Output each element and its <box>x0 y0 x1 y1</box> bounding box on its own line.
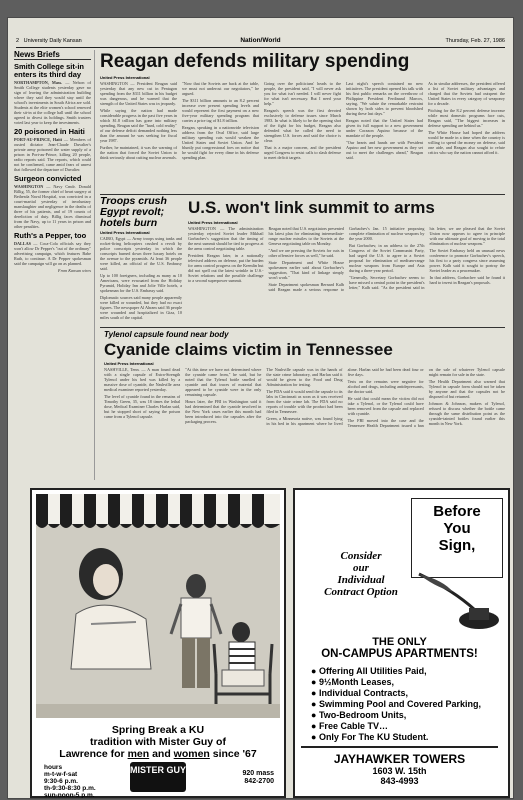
section-name: Nation/World <box>240 37 281 44</box>
fashion-photo <box>36 494 280 718</box>
news-briefs-title: News Briefs <box>14 50 91 60</box>
brief-headline: Surgeon convicted <box>14 174 82 183</box>
paragraph: Last night's speech contained no new initiatives. The president opened his talk with his first public remarks on the overthrow of Philippine President Ferdinand Marcos, saying, "We salute the remarkable restraint shown by both sides to prevent bloodshed during these last days." <box>346 81 423 116</box>
paragraph: Pitching for the 8.2 percent defense increase while most domestic programs face cuts, Reagan said, "The biggest increases in defense spending are behind us." <box>428 108 505 128</box>
paragraph: WASHINGTON — President Reagan said yesterday that any new cut in Pentagon spending from the $311 billion in his budget was dangerous, and he warned that the strength of the United States was in jeopardy. <box>100 81 177 106</box>
story1-body <box>100 81 505 191</box>
story1-credit: United Press International <box>100 75 150 80</box>
brief-headline: 20 poisoned in Haiti <box>14 127 85 136</box>
newspaper-page <box>8 18 513 798</box>
paragraph: Tests on the remains were negative for alcohol and drugs, including antidepressants, the doctor said. <box>347 379 424 394</box>
story2-headline: U.S. won't link summit to arms <box>188 198 435 217</box>
paper-name: University Daily Kansan <box>23 38 82 44</box>
brief-body: — Nelson of Smith College students yesterday gave no sign of leaving the administration building where they said they would stay until the school's investments in South Africa are sold. Students at the elite women's school renewed their sit-in at the college hall until the school agreed to divest its holdings. Smith trustees voted last year to keep the investments. <box>14 80 91 125</box>
complex-phone: 843-4993 <box>380 776 419 786</box>
story3-credit: United Press International <box>104 361 154 366</box>
list-item: ● Free Cable TV… <box>311 721 388 731</box>
paragraph: The White House had hoped the address would be made in a time when the country is willing to spend the money on defense, said one aide, and Reagan also sought to refute critics who say the nation cannot afford it. <box>428 130 505 155</box>
men-word: men <box>127 748 150 760</box>
story2-body <box>188 226 505 324</box>
jayhawker-towers-ad <box>293 488 510 798</box>
brief-dateline: NORTHAMPTON, Mass. <box>14 80 63 85</box>
paragraph: But Gorbachev, in an address to the 27th Congress of the Soviet Communist Party, had urged the U.S. to agree to a Soviet proposal for elimination of medium-range nuclear weapons from Europe and Asia during a three-year period. <box>349 243 425 273</box>
quill-inkwell-icon <box>413 570 505 632</box>
list-item: ● Individual Contracts, <box>311 688 408 698</box>
paragraph: The Nashville capsule was in the hands of the state crime laboratory, and Harlan said it would be given to the Food and Drug Administration for testing. <box>266 367 343 387</box>
consider-line: Consider <box>340 550 382 562</box>
ad-headline-segment: and <box>149 748 174 760</box>
paragraph: As in similar addresses, the president offered a list of Soviet military advantages and charged that the Soviets had outspent the United States in every category of weaponry for a decade. <box>428 81 505 106</box>
consider-line: Individual <box>337 574 385 586</box>
paragraph: Further, he maintained, it was the warning of the nation that forced the Soviet Union to think seriously about cutting nuclear arsenals. <box>100 145 177 160</box>
brief-headline: Ruth's a Pepper, too <box>14 231 87 240</box>
brief <box>14 128 91 172</box>
paragraph: Reagan noted that the United States had given its full support to a new government under Corazon Aquino because of the mandate of the people. <box>346 118 423 138</box>
hours-line: m-t-w-f-sat <box>44 771 78 778</box>
paragraph: Reagan noted that U.S. negotiators presented his latest plan for eliminating intermediate-range nuclear missiles to the Soviets at the Geneva negotiating table on Monday. <box>268 226 344 246</box>
mister-guy-ad <box>30 488 286 798</box>
complex-address: 1603 W. 15th <box>372 766 427 776</box>
brief-dateline: PORT-AU-PRINCE, Haiti <box>14 137 62 142</box>
egypt-story <box>100 196 182 326</box>
consider-line: our <box>353 562 369 574</box>
paragraph: "Generally, Secretary Gorbachev seems to have missed a central point in the president's letter," Kalb said. "As the president said in his letter, we are pleased that the Soviet Union now appears to agree in principle with our ultimate goal of moving to the total elimination of nuclear weapons." <box>349 226 505 290</box>
ad-headline <box>36 724 280 760</box>
paragraph: State Department and White House spokesmen earlier said about Gorbachev's suggestion, "That kind of linkage simply won't work." <box>268 260 344 280</box>
paragraph: Up to 100 foreigners, including as many as 10 Americans, were evacuated from the Holiday Pyramid, Holiday Inn and Jolie Ville hotels, a spokesman for the U.S. Embassy said. <box>100 273 182 293</box>
paragraph: In that address, Gorbachev said he found it hard to invest in Reagan's proposals. <box>429 275 505 285</box>
brief <box>14 175 91 229</box>
list-item: ● Offering All Utilities Paid, <box>311 666 427 676</box>
paragraph: "And we are pressing the Soviets for cuts in other offensive forces as well," he said. <box>268 248 344 258</box>
brief-body: — Navy Cmdr. Donald Billig, 55, the former chief of heart surgery at Bethesda Naval Hospital, was convicted in a court-martial yesterday of involuntary manslaughter and negligence in the deaths of three of his patients, and of 19 counts of dereliction of duty. Billig faces dismissal from the Navy, up to 11 years in prison and other penalties. <box>14 184 91 229</box>
list-item: ● Only For The KU Student. <box>311 732 429 742</box>
hours-line: sun-noon-5 p.m. <box>44 792 95 798</box>
ad-footer <box>301 746 498 792</box>
paragraph: Diplomatic sources said many people apparently were killed or wounded, but they had no exact figures. The newspaper Al Ahram said 36 people were wounded and hospitalized in Giza, 10 miles south of the capital. <box>100 295 182 320</box>
teaser-line: Before <box>433 503 481 520</box>
paragraph: The level of cyanide found in the remains of Timothy Green, 35, was 18 times the lethal dose, Medical Examiner Charles Harlan said, but he stopped short of saying the poison came from a Tylenol capsule. <box>104 394 181 419</box>
store-address <box>242 770 274 786</box>
paragraph: The FDA said it would send the capsule to its labs in Cincinnati as soon as it was received from the state crime lab. The FDA said no reports of trouble with the product had been filed in Tennessee. <box>266 389 343 414</box>
paragraph: Green, a Minnesota native, was found lying in his bed in his apartment where he lived alone. Harlan said he had been dead four or five days. <box>266 367 424 426</box>
hours-line: th-9:30-8:30 p.m. <box>44 785 96 792</box>
paragraph: The FBI moved into the case and the Tennessee Health Department issued a ban on the sale of whatever Tylenol capsule might remain for sale in the state. <box>347 367 505 428</box>
address-line: 920 mass <box>242 770 274 777</box>
paragraph: He said that could mean the victim did not take a Tylenol, or the Tylenol could have been removed from the capsule and replaced with cyanide. <box>347 396 424 416</box>
brief-body: — Coca-Cola officials say they won't allow Dr Pepper's "out of the ordinary" advertising campaign, which features Babe Ruth, to continue. A Dr Pepper spokesman said the campaign will go on as planned. <box>14 241 92 266</box>
brief-headline: Smith College sit-in enters its third day <box>14 62 85 79</box>
brief <box>14 232 91 266</box>
list-item: ● 9½Month Leases, <box>311 677 394 687</box>
only-text: THE ONLY <box>372 636 427 648</box>
paragraph: "At this time we have not determined where the cyanide came from," he said, but he noted that the Tylenol bottle smelled of cyanide and that traces of material that appeared to be cyanide were in the only remaining capsule. <box>185 367 262 397</box>
teaser-line: You <box>443 520 471 537</box>
features-list <box>311 666 501 743</box>
fashion-illustration <box>36 494 280 718</box>
brief-body: — Members of ousted dictator Jean-Claude Duvalier's private army poisoned the water supply of a prison in Port-au-Prince, killing 20 people, radio reports said. The reports, which could not be confirmed, came amid fears of unrest that followed the departure of Duvalier. <box>14 137 92 172</box>
issue-date: Thursday, Feb. 27, 1986 <box>445 38 505 44</box>
story1-headline: Reagan defends military spending <box>100 51 410 72</box>
paragraph: Reagan's speech was the first devoted exclusively to defense issues since March 1983. In what is likely to be the opening shot of the fight for his budget, Reagan also defended what he called the need to strengthen U.S. forces and said the choice is clear. <box>264 108 341 143</box>
divider <box>100 327 505 328</box>
brief-dateline: WASHINGTON <box>14 184 44 189</box>
complex-name: JAYHAWKER TOWERS <box>333 752 466 766</box>
paragraph: NASHVILLE, Tenn. — A man found dead with a single capsule of Extra-Strength Tylenol under his bed was killed by a massive dose of cyanide, the Nashville area medical examiner reported yesterday. <box>104 367 181 392</box>
phone-number: 842-2700 <box>244 778 274 785</box>
teaser-line: Sign, <box>438 537 476 554</box>
story2-credit: United Press International <box>188 220 238 225</box>
mister-guy-logo: MISTER GUY <box>130 762 186 792</box>
paragraph: President Reagan later, in a nationally televised address on defense, put the burden for arms control progress on the Kremlin but did not spell out the latest wrinkle in U.S.-Soviet relations and the possible challenge to a second superpower summit. <box>188 253 264 283</box>
brief <box>14 63 91 125</box>
before-you-sign-box <box>411 498 503 578</box>
egypt-headline: Troops crush Egypt revolt; hotels burn <box>100 195 167 229</box>
paragraph: "Now that the Soviets are back at the table, we must not undercut our negotiators," he argued. <box>182 81 259 96</box>
store-hours <box>44 764 96 798</box>
ad-headline-line: Spring Break a KU <box>111 724 205 736</box>
paragraph: The $311 billion amounts to an 8.2 percent increase over present spending levels and would represent the first payment on a new five-year military spending program that carries a price tag of $1.8 trillion. <box>182 98 259 123</box>
page-number: 2 <box>16 38 20 44</box>
story3-headline: Cyanide claims victim in Tennessee <box>104 340 393 359</box>
story3-body <box>104 367 505 477</box>
paragraph: While saying the nation had made considerable progress in the past five years in which $1.8 trillion has gone into military spending, Reagan said the "hard, cold reality" of our defense deficit demanded nothing less than the amount he was seeking for fiscal year 1987. <box>100 108 177 143</box>
ad-headline-line: tradition with Mister Guy of <box>90 736 226 748</box>
news-briefs-column <box>14 50 95 480</box>
paragraph: Going over the politicians' heads to the people, the president said, "I will never ask you for what isn't needed. I will never fight for what isn't necessary. But I need your help." <box>264 81 341 106</box>
egypt-credit: United Press International <box>100 230 150 235</box>
paragraph: That is a major concern, and the president urged Congress to resist calls to slash defense to meet deficit targets. <box>264 145 341 160</box>
briefs-footer: From Kansan wires <box>58 268 91 273</box>
hours-line: 9:30-6 p.m. <box>44 778 78 785</box>
paragraph: Johnson & Johnson, makers of Tylenol, refused to discuss whether the bottle came through the same distribution point as the cyanide-tainted bottles found earlier this month in New York. <box>428 401 505 426</box>
paragraph: Hours later, the FBI in Washington said it had determined that the cyanide involved in the New York cases earlier this month had been introduced into the capsules after the packaging process. <box>185 399 262 424</box>
on-campus-text: ON-CAMPUS APARTMENTS! <box>321 648 478 660</box>
consider-line: Contract Option <box>324 586 398 598</box>
paragraph: Reagan, speaking in a nationwide television address from the Oval Office, said large military spending cuts would weaken the United States and Soviet Union. And he bluntly put congressional foes on notice that he would fight for every dime in his defense spending plan. <box>182 125 259 160</box>
list-item: ● Swimming Pool and Covered Parking, <box>311 699 481 709</box>
ad-headline-segment: Lawrence for <box>59 748 128 760</box>
page-header <box>16 38 505 48</box>
hours-title: hours <box>44 764 63 771</box>
ad-headline-segment: since '67 <box>209 748 257 760</box>
paragraph: CAIRO, Egypt — Army troops using tanks and rocket-firing helicopters crushed a revolt by police conscripts yesterday in which the conscripts burned down three luxury hotels on the avenue to the pyramids. At least 36 people were killed, an official of the U.S. Embassy said. <box>100 236 182 271</box>
consider-text <box>301 550 421 598</box>
paragraph: State Department spokesman Bernard Kalb said Reagan made a serious response to Gorbachev's Jan. 15 initiative proposing complete elimination of nuclear weapons by the year 2000. <box>268 226 425 292</box>
list-item: ● Two-Bedroom Units, <box>311 710 407 720</box>
women-word: women <box>173 748 210 760</box>
paragraph: The Soviet Embassy held an unusual news conference to promote Gorbachev's speech, his first to a party congress since assuming power. Kalb said it sought to portray the Soviet leader as a peacemaker. <box>429 248 505 273</box>
paragraph: WASHINGTON — The administration yesterday rejected Soviet leader Mikhail Gorbachev's suggestion that the timing of the next summit should be tied to progress at the arms control negotiating table. <box>188 226 264 251</box>
story3-kicker: Tylenol capsule found near body <box>104 330 229 339</box>
paragraph: The Health Department also warned that Tylenol in capsule form should not be taken by anyone and that the capsules not be disposed of but returned. <box>428 379 505 399</box>
paragraph: "Our hearts and hands are with President Aquino and her new government as they set out to meet the challenges ahead," Reagan said. <box>346 140 423 160</box>
brief-dateline: DALLAS <box>14 241 31 246</box>
